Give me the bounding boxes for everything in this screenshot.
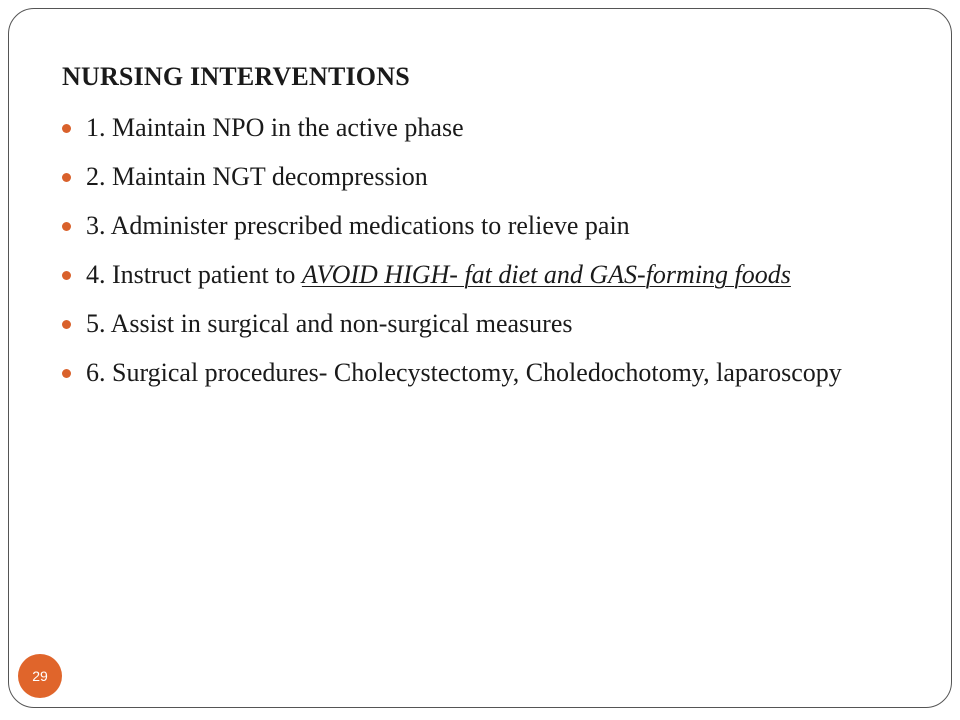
bullet-list xyxy=(62,112,882,406)
bullet-text: 3. Administer prescribed medications to relieve pain xyxy=(86,211,630,240)
bullet-text: 5. Assist in surgical and non-surgical measures xyxy=(86,309,573,338)
bullet-item-4 xyxy=(62,259,882,291)
bullet-dot-icon xyxy=(62,124,71,133)
bullet-text: 6. Surgical procedures- Cholecystectomy, Choledochotomy, laparoscopy xyxy=(86,358,842,387)
bullet-item-3 xyxy=(62,210,882,242)
bullet-dot-icon xyxy=(62,173,71,182)
bullet-text-emphasis: AVOID HIGH- fat diet and GAS-forming foods xyxy=(301,260,791,289)
bullet-dot-icon xyxy=(62,222,71,231)
bullet-text: 2. Maintain NGT decompression xyxy=(86,162,428,191)
bullet-text: 1. Maintain NPO in the active phase xyxy=(86,113,464,142)
bullet-item-5 xyxy=(62,308,882,340)
bullet-dot-icon xyxy=(62,320,71,329)
slide-title: NURSING INTERVENTIONS xyxy=(62,62,410,91)
bullet-text-prefix: 4. Instruct patient to xyxy=(86,260,302,289)
bullet-item-2 xyxy=(62,161,882,193)
page-number: 29 xyxy=(32,668,48,684)
page-number-badge xyxy=(18,654,62,698)
bullet-dot-icon xyxy=(62,271,71,280)
bullet-item-6 xyxy=(62,357,882,389)
bullet-dot-icon xyxy=(62,369,71,378)
bullet-item-1 xyxy=(62,112,882,144)
